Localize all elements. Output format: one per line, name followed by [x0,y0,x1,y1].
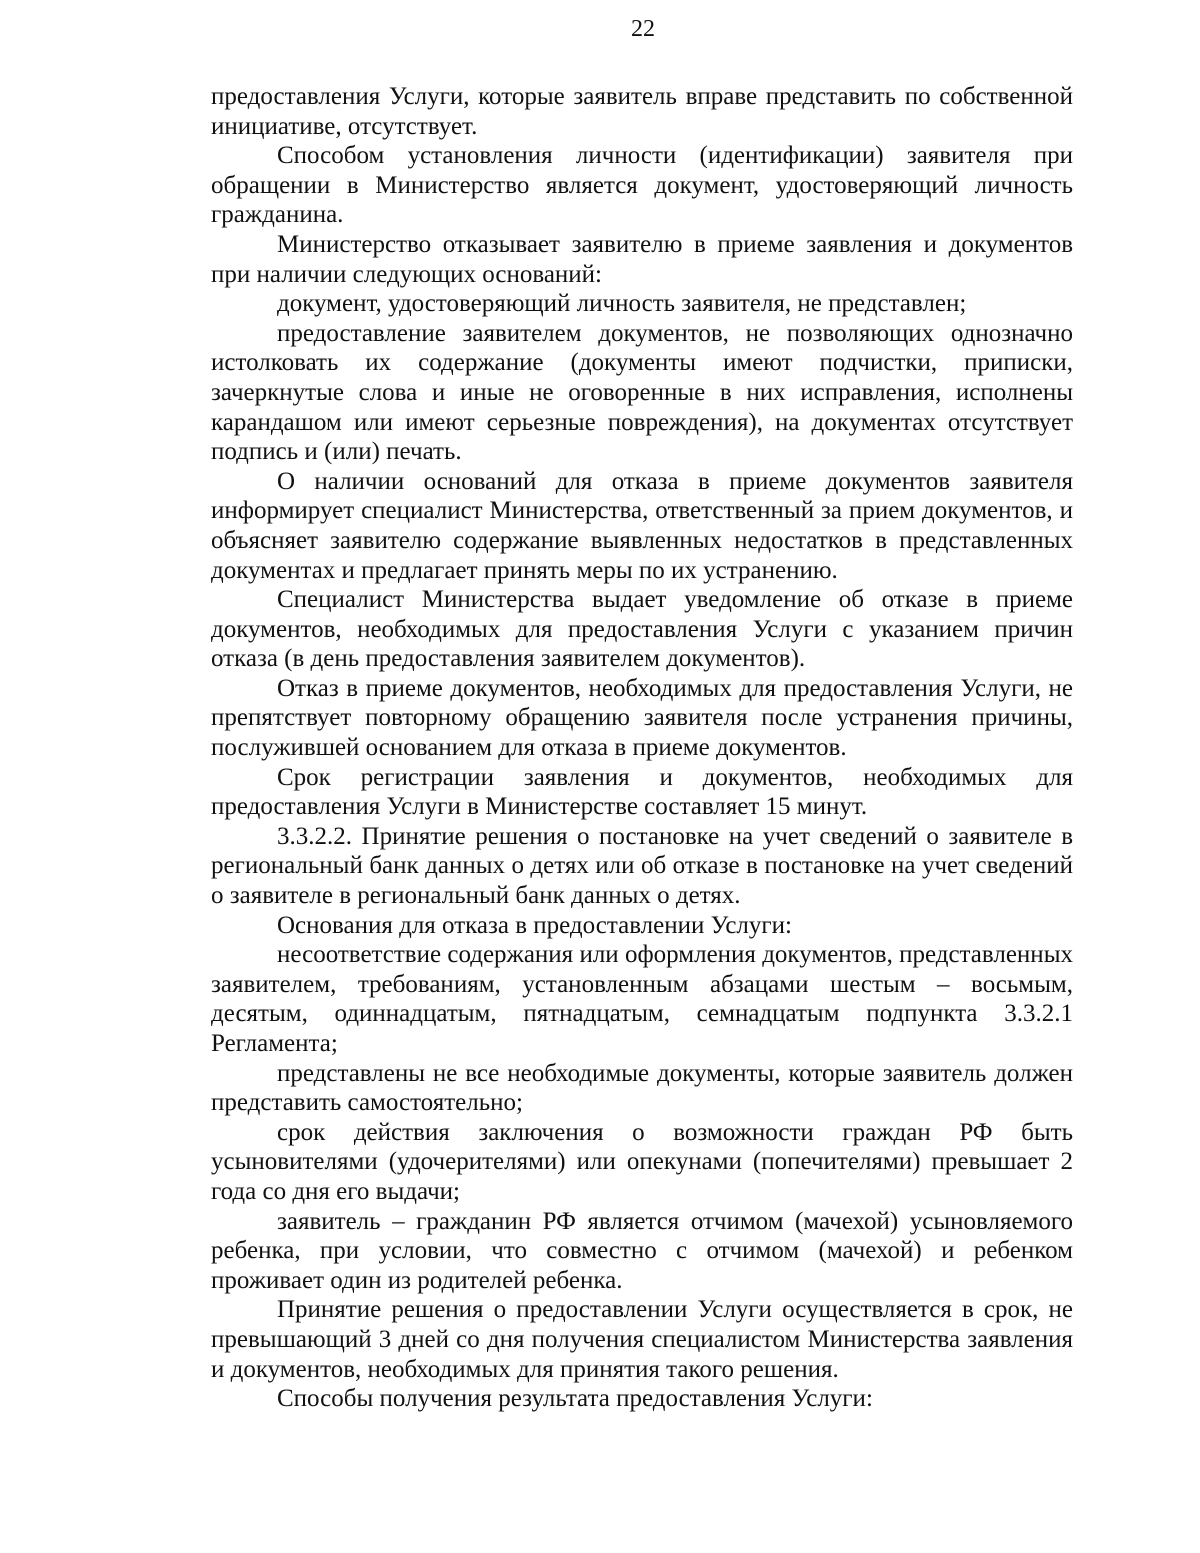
page-number: 22 [631,16,655,42]
paragraph-refusal-ground-1: документ, удостоверяющий личность заявителя, не представлен; [277,290,967,318]
paragraph-service-refusal-intro: Основания для отказа в предоставлении Услуги: [277,911,792,939]
paragraph-service-refusal-3: срок действия заключения о возможности граждан РФ быть усыновителями (удочерителями) или опекунами (попечителями) превышает 2 года со дня его выдачи; [211,1118,1073,1205]
paragraph-result-methods: Способы получения результата предоставления Услуги: [277,1385,873,1413]
paragraph-registration-term: Срок регистрации заявления и документов, необходимых для предоставления Услуги в Министерстве составляет 15 минут. [211,763,1073,821]
paragraph-refusal-notice: Специалист Министерства выдает уведомление об отказе в приеме документов, необходимых для предоставления Услуги с указанием причин отказа (в день предоставления заявителем документов). [211,586,1073,673]
paragraph-specialist-informs: О наличии оснований для отказа в приеме документов заявителя информирует специалист Министерства, ответственный за прием документов, и объясняет заявителю содержание выявленных недостатков в представленных документах и предлагает принять меры по их устранению. [211,467,1073,584]
paragraph-service-refusal-4: заявитель – гражданин РФ является отчимом (мачехой) усыновляемого ребенка, при условии, что совместно с отчимом (мачехой) и ребенком проживает один из родителей ребенка. [211,1207,1073,1294]
paragraph-service-refusal-2: представлены не все необходимые документы, которые заявитель должен представить самостоятельно; [211,1059,1073,1117]
paragraph-decision-term: Принятие решения о предоставлении Услуги осуществляется в срок, не превышающий 3 дней со дня получения специалистом Министерства заявления и документов, необходимых для принятия такого решения. [211,1296,1073,1383]
paragraph-section-3-3-2-2: 3.3.2.2. Принятие решения о постановке на учет сведений о заявителе в региональный банк данных о детях или об отказе в постановке на учет сведений о заявителе в региональный банк данных о детях. [211,822,1073,910]
paragraph-refusal-grounds-intro: Министерство отказывает заявителю в приеме заявления и документов при наличии следующих оснований: [211,230,1073,288]
document-body [211,82,1073,1414]
paragraph-continuation: предоставления Услуги, которые заявитель вправе представить по собственной инициативе, отсутствует. [211,83,1073,140]
paragraph-identification: Способом установления личности (идентификации) заявителя при обращении в Министерство является документ, удостоверяющий личность гражданина. [211,142,1073,229]
paragraph-refusal-ground-2: предоставление заявителем документов, не позволяющих однозначно истолковать их содержание (документы имеют подчистки, приписки, зачеркнутые слова и иные не оговоренные в них исправления, исполнены карандашом или имеют серьезные повреждения), на документах отсутствует подпись и (или) печать. [211,319,1073,466]
paragraph-service-refusal-1: несоответствие содержания или оформления документов, представленных заявителем, требованиям, установленным абзацами шестым – восьмым, десятым, одиннадцатым, пятнадцатым, семнадцатым подпункта 3.3.2.1 Регламента; [211,941,1073,1057]
paragraph-repeat-application: Отказ в приеме документов, необходимых для предоставления Услуги, не препятствует повторному обращению заявителя после устранения причины, послужившей основанием для отказа в приеме документов. [211,674,1073,762]
